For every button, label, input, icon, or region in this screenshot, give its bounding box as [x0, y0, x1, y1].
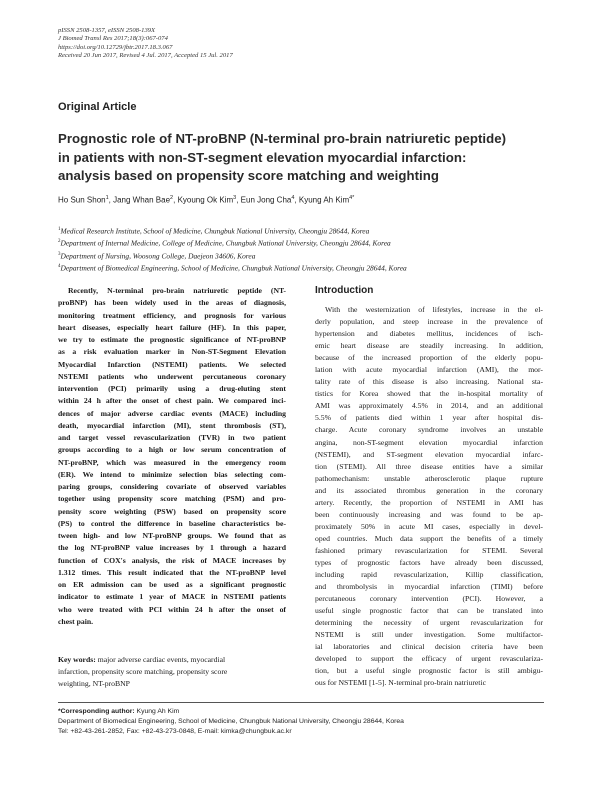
text-line: oped countries. Much data support the benefits of a timely	[315, 533, 543, 543]
author-name: Kyung Ah Kim	[298, 195, 350, 205]
affiliation: $^1$Medical Research Institute, School of Medicine, Chungbuk National University, Cheongju 28644, Korea	[58, 226, 370, 236]
text-line: because of the increased proportion of the elderly popu-	[315, 353, 543, 363]
text-line: together using propensity score matching (PSM) and pro-	[58, 494, 286, 504]
text-line: artery. Recently, the proportion of NSTEMI in AMI has	[315, 497, 543, 507]
affiliation: $^4$Department of Biomedical Engineering, School of Medicine, Chungbuk National University, Cheongju 28644, Korea	[58, 263, 407, 273]
author-name: Eun Jong Cha	[240, 195, 292, 205]
section-heading-introduction: Introduction	[315, 285, 374, 296]
text-line: ous for NSTEMI [1-5]. N-terminal pro-brain natriuretic	[315, 678, 486, 688]
text-line: groups according to a high or low serum concentration of	[58, 445, 286, 455]
text-line: who were treated with PCI within 24 h after the onset of	[58, 604, 286, 614]
author-affiliation-mark: 1	[105, 195, 109, 201]
correspondence-contact: Tel: +82-43-261-2852, Fax: +82-43-273-0848, E-mail: kimka@chungbuk.ac.kr	[58, 728, 292, 735]
text-line: hypertension and diabetes mellitus, incidences of isch-	[315, 329, 543, 339]
text-line: AMI was approximately 4.5% in 2014, and an additional	[315, 401, 543, 411]
article-type: Original Article	[58, 101, 137, 113]
text-line: and target vessel revascularization (TVR) in two patient	[58, 433, 286, 442]
article-title	[58, 130, 548, 186]
text-line: intervention (PCI) primarily using a drug-eluting stent	[58, 384, 286, 393]
text-line: ial laboratories and clinical decision criteria have been	[315, 642, 543, 652]
text-line: been continuously increasing and was found to be ap-	[315, 509, 543, 519]
text-line: heart diseases, especially heart failure (HF). In this paper,	[58, 322, 286, 332]
text-line: tistics for Korea showed that the in-hospital mortality of	[315, 389, 543, 399]
correspondence-address: Department of Biomedical Engineering, School of Medicine, Chungbuk National University, Cheongju 28644, Korea	[58, 718, 404, 725]
text-line: angina, non-ST-segment elevation myocardial infarction	[315, 437, 543, 447]
keywords-line: infarction, propensity score matching, propensity score	[58, 667, 228, 676]
text-line: 1.312 times. This result indicated that the NT-proBNP level	[58, 567, 286, 577]
text-line: determining the necessity of urgent revascularization for	[315, 618, 543, 628]
text-line: NSTEMI is still under investigation. Some multifactor-	[315, 630, 543, 640]
author-name: Ho Sun Shon	[58, 195, 106, 205]
doi-link[interactable]: https://doi.org/10.12729/jbtr.2017.18.3.067	[58, 43, 173, 51]
text-line: (ER). We intend to minimize selection bias selecting com-	[58, 469, 286, 479]
text-line: tion (STEMI). All three disease entities have a similar	[315, 461, 543, 471]
keywords-line: weighting, NT-proBNP	[58, 679, 130, 688]
text-line: types of prognostic factors have already been discussed,	[315, 557, 543, 567]
text-line: indicator to estimate 1 year of MACE in NSTEMI patients	[58, 592, 286, 602]
text-line: fashioned primary revascularization for STEMI. Several	[315, 545, 543, 555]
text-line: NT-proBNP, which was measured in the emergency room	[58, 457, 286, 467]
text-line: function of COX's analysis, the risk of MACE increases by	[58, 555, 286, 565]
correspondence	[58, 707, 548, 737]
text-line: the log NT-proBNP value increases by 1 through a hazard	[58, 543, 286, 553]
correspondence-label: *Corresponding author:	[58, 708, 135, 715]
keywords-line: Key words: major adverse cardiac events, myocardial	[58, 655, 226, 664]
title-line: analysis based on propensity score matching and weighting	[58, 168, 439, 184]
affiliation: $^2$Department of Internal Medicine, College of Medicine, Chungbuk National University, Cheongju 28644, Korea	[58, 238, 391, 248]
text-line: Recently, N-terminal pro-brain natriuretic peptide (NT-	[68, 286, 286, 295]
author-list: Ho Sun Shon$^1$, Jang Whan Bae$^2$, Kyoung Ok Kim$^3$, Eun Jong Cha$^4$, Kyung Ah Kim$^{4*}$	[58, 195, 355, 205]
text-line: 5.5% of patients died within 1 year after hospital dis-	[315, 413, 543, 423]
author-affiliation-mark: 4*	[349, 195, 355, 201]
article-dates: Received 20 Jun 2017, Revised 4 Jul. 2017, Accepted 15 Jul. 2017	[58, 52, 233, 60]
text-line: Myocardial Infarction (NSTEMI) patients. We selected	[58, 359, 286, 369]
text-line: tality rate of this disease is also increasing. National sta-	[315, 377, 543, 387]
author-affiliation-mark: 3	[233, 195, 237, 201]
text-line: useful single prognostic factor that can be translated into	[315, 606, 543, 616]
keywords	[58, 654, 286, 690]
text-line: proBNP) has been widely used in the areas of diagnosis,	[58, 298, 286, 308]
text-line: With the westernization of lifestyles, increase in the el-	[325, 305, 543, 314]
text-line: pensity score weighting (PSW) based on propensity score	[58, 506, 286, 516]
text-line: chest pain.	[58, 616, 94, 626]
text-line: developed to support the efficacy of urgent revasculariza-	[315, 654, 543, 664]
affiliation-list	[58, 224, 558, 274]
text-line: (NSTEMI), and ST-segment elevation myocardial infarc-	[315, 449, 543, 459]
text-line: and thrombolysis in myocardial infarction (TIMI) before	[315, 582, 543, 592]
text-line: proximately 50% in acute MI cases, especially in devel-	[315, 521, 543, 531]
footnote-divider	[58, 702, 544, 703]
journal-meta	[58, 27, 458, 61]
author-name: Kyoung Ok Kim	[177, 195, 234, 205]
text-line: derly population, and steep increase in the prevalence of	[315, 317, 543, 327]
text-line: tion, but a useful single prognostic factor is still ambigu-	[315, 666, 543, 676]
author-name: Jang Whan Bae	[113, 195, 171, 205]
introduction-text	[315, 304, 543, 690]
text-line: tween high- and low NT-proBNP groups. We found that as	[58, 531, 286, 540]
text-line: we try to estimate the prognostic significance of NT-proBNP	[58, 335, 286, 344]
text-line: paring groups, considering covariate of observed variables	[58, 482, 286, 491]
author-affiliation-mark: 2	[170, 195, 174, 201]
title-line: in patients with non-ST-segment elevation myocardial infarction:	[58, 149, 467, 165]
text-line: death, myocardial infarction (MI), stent thrombosis (ST),	[58, 420, 286, 430]
issn: pISSN 2508-1357, eISSN 2508-139X	[58, 27, 156, 34]
text-line: within 24 h after the onset of chest pain. We compared inci-	[58, 396, 286, 406]
correspondence-name: Kyung Ah Kim	[134, 708, 180, 715]
text-line: charge. Acute coronary syndrome involves an unstable	[315, 425, 543, 435]
text-line: dences of major adverse cardiac events (MACE) including	[58, 408, 286, 418]
text-line: pathomechanism: unstable atherosclerotic plaque rupture	[315, 473, 543, 483]
text-line: monitoring treatment efficiency, and prognosis for various	[58, 310, 286, 320]
author-affiliation-mark: 4	[291, 195, 295, 201]
text-line: (PS) to control the difference in baseline characteristics be-	[58, 518, 286, 528]
text-line: on ER admission can be used as a significant prognostic	[58, 580, 286, 589]
text-line: emic heart disease are steadily increasing. In addition,	[315, 341, 543, 351]
keywords-label: Key words:	[58, 655, 96, 664]
text-line: as a risk evaluation marker in Non-ST-Segment Elevation	[58, 347, 286, 357]
affiliation: $^3$Department of Nursing, Woosong College, Daejeon 34606, Korea	[58, 251, 256, 261]
citation: J Biomed Transl Res 2017;18(3):067-074	[58, 35, 168, 43]
text-line: percutaneous coronary intervention (PCI). However, a	[315, 594, 543, 604]
text-line: lation with acute myocardial infarction (AMI), the mor-	[315, 365, 543, 375]
text-line: and its associated thrombus generation in the coronary	[315, 485, 543, 495]
text-line: NSTEMI patients who underwent percutaneous coronary	[58, 371, 286, 381]
abstract	[58, 285, 286, 628]
title-line: Prognostic role of NT-proBNP (N-terminal pro-brain natriuretic peptide)	[58, 131, 507, 146]
text-line: including rapid revascularization, Killip classification,	[315, 570, 543, 580]
